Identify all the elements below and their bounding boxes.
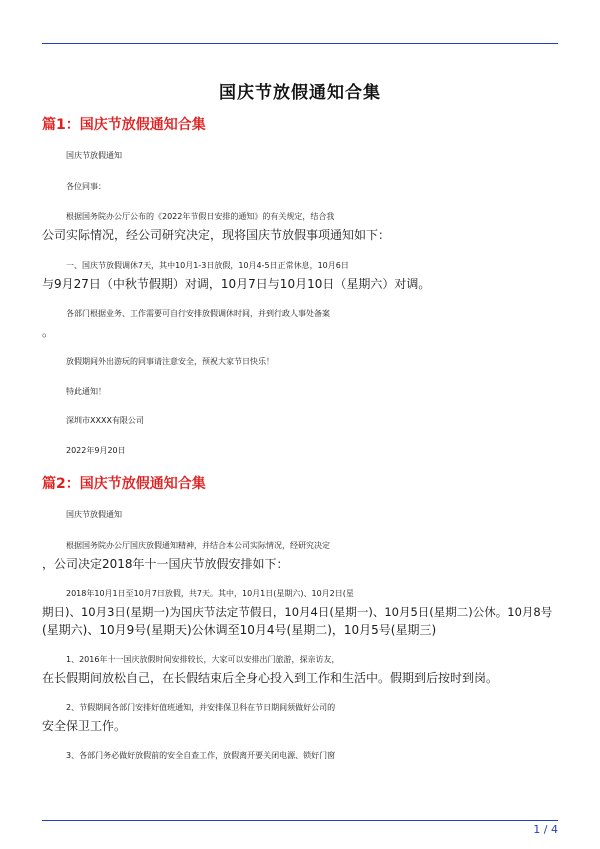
s2-paragraph-schedule-line1: 2018年10月1日至10月7日放假，共7天。其中，10月1日(星期六)、10月2日(星 — [66, 589, 354, 598]
s2-paragraph-basis-line1: 根据国务院办公厅国庆放假通知精神，并结合本公司实际情况，经研究决定 — [66, 541, 330, 550]
s2-paragraph-schedule-line3: (星期六)、10月9号(星期天)公休调至10月4号(星期二)，10月5号(星期三) — [42, 623, 437, 637]
s1-paragraph-departments-line2: 。 — [42, 325, 55, 339]
s1-date: 2022年9月20日 — [66, 446, 126, 455]
page-number: 1 / 4 — [533, 823, 558, 836]
s2-item-1-line1: 1、2016年十一国庆放假时间安排较长，大家可以安排出门旅游，探亲访友， — [66, 655, 340, 664]
s2-notice-title: 国庆节放假通知 — [66, 510, 122, 519]
s2-item-2-line2: 安全保卫工作。 — [42, 719, 127, 733]
s2-item-2-line1: 2、节假期间各部门安排好值班通知，并安排保卫科在节日期间须做好公司的 — [66, 703, 336, 712]
s1-company-signature: 深圳市XXXX有限公司 — [66, 416, 144, 425]
s2-item-1-line2: 在长假期间放松自己，在长假结束后全身心投入到工作和生活中。假期到后按时到岗。 — [42, 671, 499, 685]
footer-rule — [42, 820, 558, 821]
s2-paragraph-basis-line2: ，公司决定2018年十一国庆节放假安排如下： — [42, 557, 289, 571]
s1-paragraph-schedule-line2: 与9月27日（中秋节假期）对调，10月7日与10月10日（星期六）对调。 — [42, 277, 431, 291]
section-2-heading: 篇2：国庆节放假通知合集 — [42, 476, 206, 492]
s1-closing: 特此通知！ — [66, 387, 106, 396]
s1-paragraph-safety: 放假期间外出游玩的同事请注意安全，预祝大家节日快乐！ — [66, 357, 274, 366]
document-title: 国庆节放假通知合集 — [219, 83, 381, 103]
s1-paragraph-departments-line1: 各部门根据业务、工作需要可自行安排放假调休时间，并到行政人事处备案 — [66, 309, 330, 318]
s1-paragraph-basis-line2: 公司实际情况，经公司研究决定，现将国庆节放假事项通知如下： — [42, 228, 391, 242]
s1-paragraph-basis-line1: 根据国务院办公厅公布的《2022年节假日安排的通知》的有关规定，结合我 — [66, 212, 335, 221]
section-1-heading: 篇1：国庆节放假通知合集 — [42, 117, 206, 133]
s1-paragraph-schedule-line1: 一、国庆节放假调休7天，其中10月1-3日放假，10月4-5日正常休息，10月6日 — [66, 261, 349, 270]
header-rule — [42, 43, 558, 44]
s2-item-3-line1: 3、各部门务必做好放假前的安全自查工作，放假离开要关闭电源、锁好门窗 — [66, 751, 336, 760]
s1-notice-title: 国庆节放假通知 — [66, 151, 122, 160]
s1-greeting: 各位同事： — [66, 182, 106, 191]
s2-paragraph-schedule-line2: 期日)、10月3日(星期一)为国庆节法定节假日，10月4日(星期一)、10月5日(星期二)公休。10月8号 — [42, 605, 553, 619]
